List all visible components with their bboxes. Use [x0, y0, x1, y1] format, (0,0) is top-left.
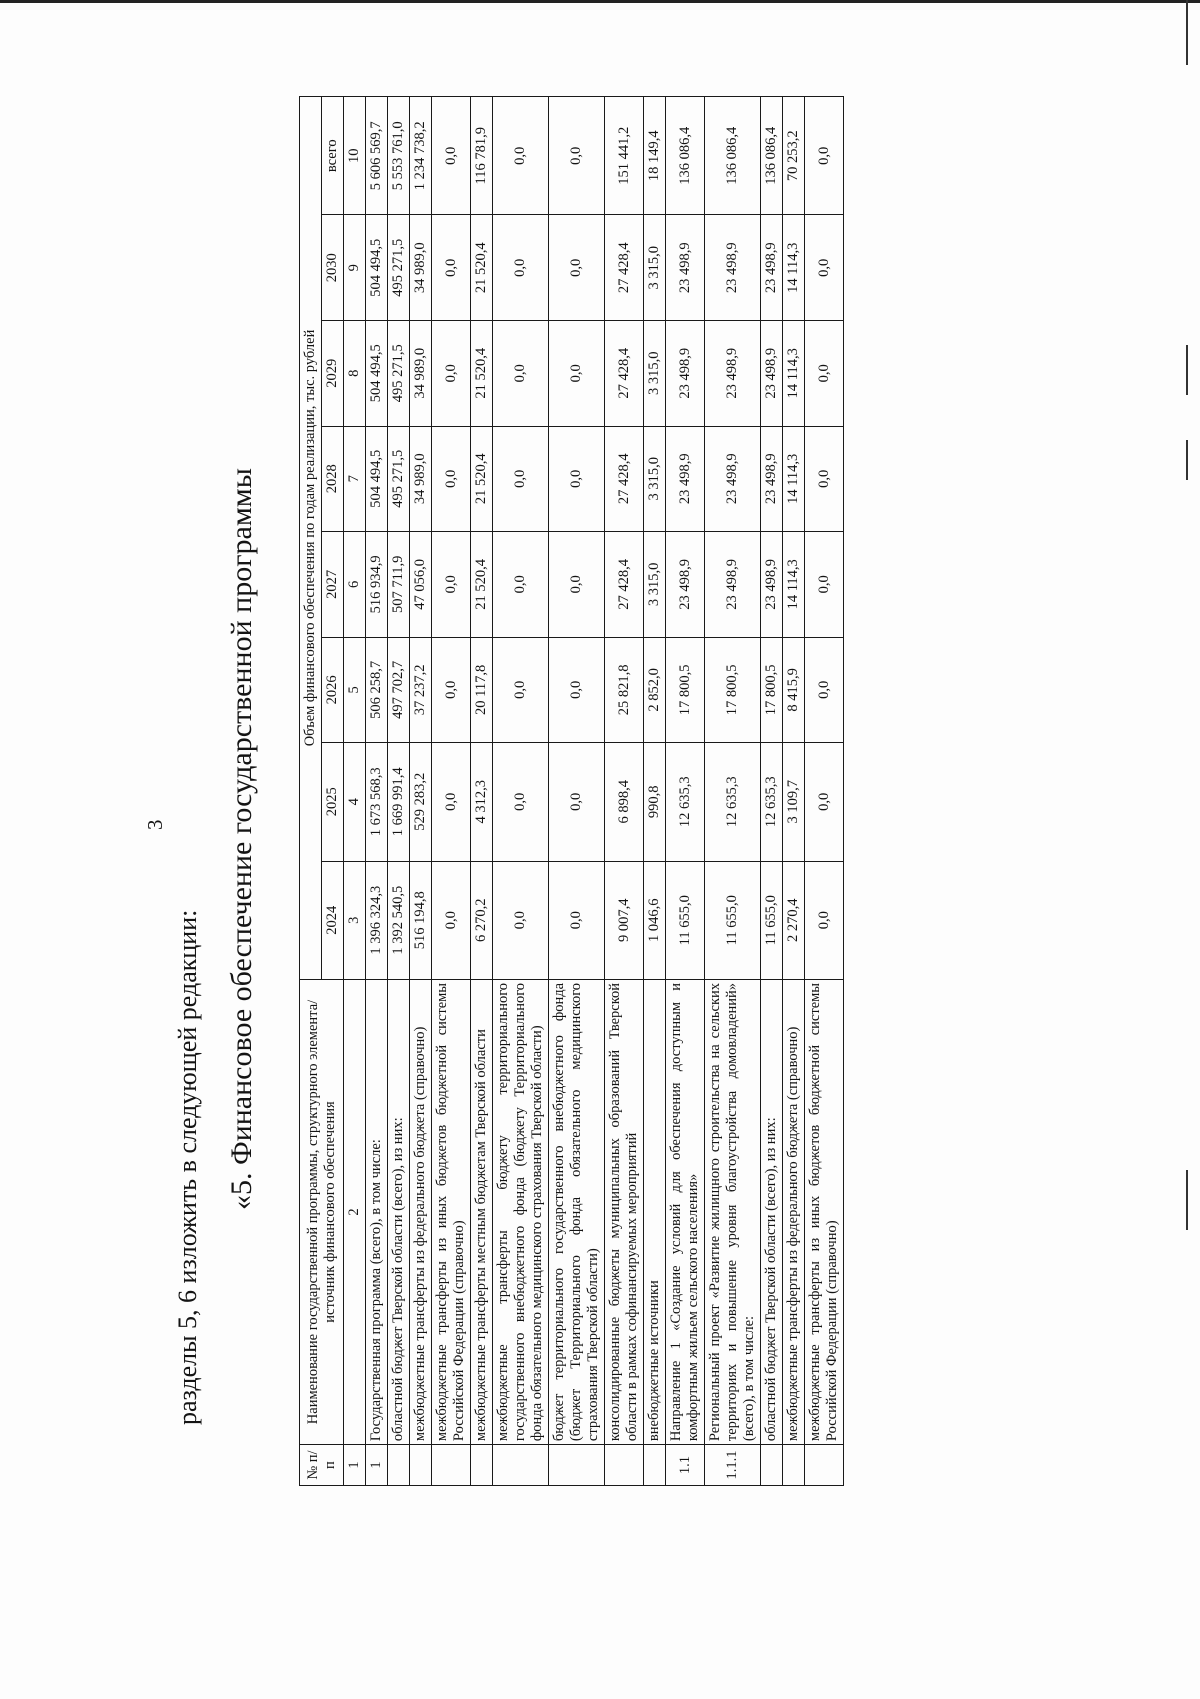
row-value: 3 109,7 [783, 743, 805, 861]
row-value: 1 392 540,5 [388, 861, 410, 979]
row-value: 3 315,0 [644, 321, 666, 427]
row-value: 70 253,2 [783, 97, 805, 216]
header-year: 2030 [322, 215, 344, 321]
row-value: 47 056,0 [410, 532, 432, 638]
row-value: 6 898,4 [605, 743, 644, 861]
row-name: Региональный проект «Развитие жилищного строительства на сельских территориях и повышение уровня благоустройства домовладений» (всего), в том числе: [705, 979, 761, 1444]
row-value: 23 498,9 [705, 532, 761, 638]
row-value: 0,0 [493, 215, 549, 321]
row-value: 23 498,9 [705, 215, 761, 321]
row-value: 0,0 [432, 215, 471, 321]
row-value: 1 669 991,4 [388, 743, 410, 861]
row-value: 0,0 [493, 743, 549, 861]
row-value: 8 415,9 [783, 637, 805, 743]
row-value: 5 606 569,7 [366, 97, 388, 216]
row-name: межбюджетные трансферты из федерального бюджета (справочно) [783, 979, 805, 1444]
row-value: 0,0 [432, 321, 471, 427]
row-number: 1.1.1 [705, 1445, 761, 1486]
header-index: 4 [344, 743, 366, 861]
table-row [783, 97, 805, 1486]
row-value: 0,0 [549, 215, 605, 321]
row-value: 23 498,9 [761, 532, 783, 638]
table-row [432, 97, 471, 1486]
row-value: 0,0 [549, 532, 605, 638]
row-number [761, 1445, 783, 1486]
row-name: межбюджетные трансферты из иных бюджетов бюджетной системы Российской Федерации (справочно) [805, 979, 844, 1444]
row-value: 0,0 [432, 97, 471, 216]
row-value: 11 655,0 [666, 861, 705, 979]
row-value: 9 007,4 [605, 861, 644, 979]
row-value: 0,0 [805, 532, 844, 638]
row-value: 12 635,3 [761, 743, 783, 861]
row-number [783, 1445, 805, 1486]
row-value: 23 498,9 [761, 426, 783, 532]
row-value: 27 428,4 [605, 426, 644, 532]
page-number: 3 [143, 819, 167, 830]
table-row [471, 97, 493, 1486]
row-value: 27 428,4 [605, 321, 644, 427]
table-row [644, 97, 666, 1486]
row-value: 12 635,3 [666, 743, 705, 861]
row-number [805, 1445, 844, 1486]
header-year: 2026 [322, 637, 344, 743]
row-value: 504 494,5 [366, 321, 388, 427]
row-value: 27 428,4 [605, 532, 644, 638]
header-index: 10 [344, 97, 366, 216]
header-index: 3 [344, 861, 366, 979]
row-value: 0,0 [549, 426, 605, 532]
row-value: 506 258,7 [366, 637, 388, 743]
header-year: 2027 [322, 532, 344, 638]
row-name: областной бюджет Тверской области (всего), из них: [388, 979, 410, 1444]
row-value: 6 270,2 [471, 861, 493, 979]
row-value: 990,8 [644, 743, 666, 861]
row-value: 0,0 [493, 532, 549, 638]
scan-edge-mark [1186, 345, 1188, 395]
row-value: 0,0 [493, 97, 549, 216]
row-value: 495 271,5 [388, 426, 410, 532]
row-value: 14 114,3 [783, 426, 805, 532]
row-value: 34 989,0 [410, 215, 432, 321]
row-value: 17 800,5 [666, 637, 705, 743]
row-value: 0,0 [805, 743, 844, 861]
row-name: межбюджетные трансферты из иных бюджетов бюджетной системы Российской Федерации (справочно) [432, 979, 471, 1444]
row-name: Направление 1 «Создание условий для обеспечения доступным и комфортным жильем сельского населения» [666, 979, 705, 1444]
table-row [705, 97, 761, 1486]
row-number [605, 1445, 644, 1486]
row-value: 25 821,8 [605, 637, 644, 743]
row-value: 504 494,5 [366, 215, 388, 321]
row-value: 4 312,3 [471, 743, 493, 861]
row-value: 23 498,9 [666, 321, 705, 427]
row-value: 20 117,8 [471, 637, 493, 743]
row-value: 23 498,9 [761, 321, 783, 427]
row-value: 21 520,4 [471, 321, 493, 427]
row-value: 0,0 [432, 532, 471, 638]
index-row [344, 97, 366, 1486]
row-value: 495 271,5 [388, 215, 410, 321]
row-value: 529 283,2 [410, 743, 432, 861]
row-value: 21 520,4 [471, 532, 493, 638]
row-value: 0,0 [549, 637, 605, 743]
row-value: 151 441,2 [605, 97, 644, 216]
row-value: 0,0 [805, 426, 844, 532]
row-name: межбюджетные трансферты из федерального бюджета (справочно) [410, 979, 432, 1444]
scan-edge-mark [1186, 440, 1188, 480]
row-value: 23 498,9 [666, 426, 705, 532]
financing-table [299, 96, 844, 1486]
row-value: 0,0 [493, 637, 549, 743]
row-value: 0,0 [805, 97, 844, 216]
row-value: 0,0 [493, 321, 549, 427]
row-number [432, 1445, 471, 1486]
row-value: 516 194,8 [410, 861, 432, 979]
row-value: 23 498,9 [705, 426, 761, 532]
row-number [471, 1445, 493, 1486]
row-value: 136 086,4 [705, 97, 761, 216]
header-row [300, 97, 322, 1486]
row-value: 0,0 [493, 426, 549, 532]
row-value: 0,0 [805, 215, 844, 321]
row-value: 5 553 761,0 [388, 97, 410, 216]
row-number [644, 1445, 666, 1486]
row-value: 497 702,7 [388, 637, 410, 743]
row-value: 11 655,0 [705, 861, 761, 979]
header-index: 1 [344, 1445, 366, 1486]
row-value: 37 237,2 [410, 637, 432, 743]
row-value: 1 673 568,3 [366, 743, 388, 861]
table-row [805, 97, 844, 1486]
row-value: 2 270,4 [783, 861, 805, 979]
header-index: 6 [344, 532, 366, 638]
row-value: 14 114,3 [783, 321, 805, 427]
row-value: 12 635,3 [705, 743, 761, 861]
row-value: 504 494,5 [366, 426, 388, 532]
row-value: 1 234 738,2 [410, 97, 432, 216]
header-index: 8 [344, 321, 366, 427]
row-value: 17 800,5 [705, 637, 761, 743]
row-value: 136 086,4 [761, 97, 783, 216]
row-value: 0,0 [432, 743, 471, 861]
row-value: 0,0 [432, 637, 471, 743]
row-number [549, 1445, 605, 1486]
row-value: 0,0 [432, 426, 471, 532]
intro-text: разделы 5, 6 изложить в следующей редакции: [173, 909, 202, 1425]
header-year: 2025 [322, 743, 344, 861]
table-body [366, 97, 844, 1486]
row-value: 34 989,0 [410, 426, 432, 532]
row-name: межбюджетные трансферты бюджету территориального государственного внебюджетного фонда (бюджету Территориального фонда обязательного медицинского страхования Тверской области) [493, 979, 549, 1444]
row-value: 3 315,0 [644, 532, 666, 638]
row-value: 1 046,6 [644, 861, 666, 979]
row-value: 11 655,0 [761, 861, 783, 979]
row-name: Государственная программа (всего), в том числе: [366, 979, 388, 1444]
row-value: 23 498,9 [666, 532, 705, 638]
row-number [493, 1445, 549, 1486]
header-index: 7 [344, 426, 366, 532]
row-name: внебюджетные источники [644, 979, 666, 1444]
row-name: бюджет территориального государственного внебюджетного фонда (бюджет Территориального фонда обязательного медицинского страхования Тверской области) [549, 979, 605, 1444]
header-year: всего [322, 97, 344, 216]
row-value: 14 114,3 [783, 215, 805, 321]
table-row [605, 97, 644, 1486]
row-name: областной бюджет Тверской области (всего), из них: [761, 979, 783, 1444]
row-value: 17 800,5 [761, 637, 783, 743]
row-number [388, 1445, 410, 1486]
row-value: 23 498,9 [705, 321, 761, 427]
row-value: 0,0 [549, 861, 605, 979]
row-value: 34 989,0 [410, 321, 432, 427]
table-row [666, 97, 705, 1486]
header-index: 5 [344, 637, 366, 743]
table-row [410, 97, 432, 1486]
row-value: 0,0 [805, 637, 844, 743]
table-row [388, 97, 410, 1486]
row-value: 23 498,9 [761, 215, 783, 321]
row-value: 3 315,0 [644, 426, 666, 532]
row-value: 495 271,5 [388, 321, 410, 427]
row-value: 0,0 [805, 861, 844, 979]
row-value: 21 520,4 [471, 215, 493, 321]
scan-top-edge [0, 0, 1200, 3]
row-value: 3 315,0 [644, 215, 666, 321]
row-name: межбюджетные трансферты местным бюджетам Тверской области [471, 979, 493, 1444]
header-year: 2028 [322, 426, 344, 532]
row-number: 1 [366, 1445, 388, 1486]
row-value: 0,0 [805, 321, 844, 427]
table-row [366, 97, 388, 1486]
row-value: 23 498,9 [666, 215, 705, 321]
header-year: 2024 [322, 861, 344, 979]
scan-edge-mark [1186, 1170, 1188, 1230]
row-number: 1.1 [666, 1445, 705, 1486]
header-col-name: Наименование государственной программы, структурного элемента/источник финансового обеспечения [300, 979, 344, 1444]
row-value: 0,0 [549, 97, 605, 216]
row-value: 1 396 324,3 [366, 861, 388, 979]
rotated-page [143, 120, 1165, 1620]
header-index: 9 [344, 215, 366, 321]
header-year: 2029 [322, 321, 344, 427]
row-value: 0,0 [549, 321, 605, 427]
row-value: 0,0 [493, 861, 549, 979]
table-row [493, 97, 549, 1486]
row-value: 14 114,3 [783, 532, 805, 638]
row-value: 116 781,9 [471, 97, 493, 216]
row-value: 136 086,4 [666, 97, 705, 216]
table-row [549, 97, 605, 1486]
row-value: 0,0 [432, 861, 471, 979]
row-value: 27 428,4 [605, 215, 644, 321]
header-index: 2 [344, 979, 366, 1444]
row-value: 507 711,9 [388, 532, 410, 638]
row-value: 516 934,9 [366, 532, 388, 638]
row-value: 0,0 [549, 743, 605, 861]
header-col-no: № п/п [300, 1445, 344, 1486]
row-value: 21 520,4 [471, 426, 493, 532]
row-value: 2 852,0 [644, 637, 666, 743]
row-name: консолидированные бюджеты муниципальных образований Тверской области в рамках софинансируемых мероприятий [605, 979, 644, 1444]
section-title: «5. Финансовое обеспечение государственной программы [225, 468, 258, 1210]
header-group: Объем финансового обеспечения по годам реализации, тыс. рублей [300, 97, 322, 980]
row-value: 18 149,4 [644, 97, 666, 216]
table-row [761, 97, 783, 1486]
row-number [410, 1445, 432, 1486]
scan-edge-mark [1186, 0, 1188, 65]
